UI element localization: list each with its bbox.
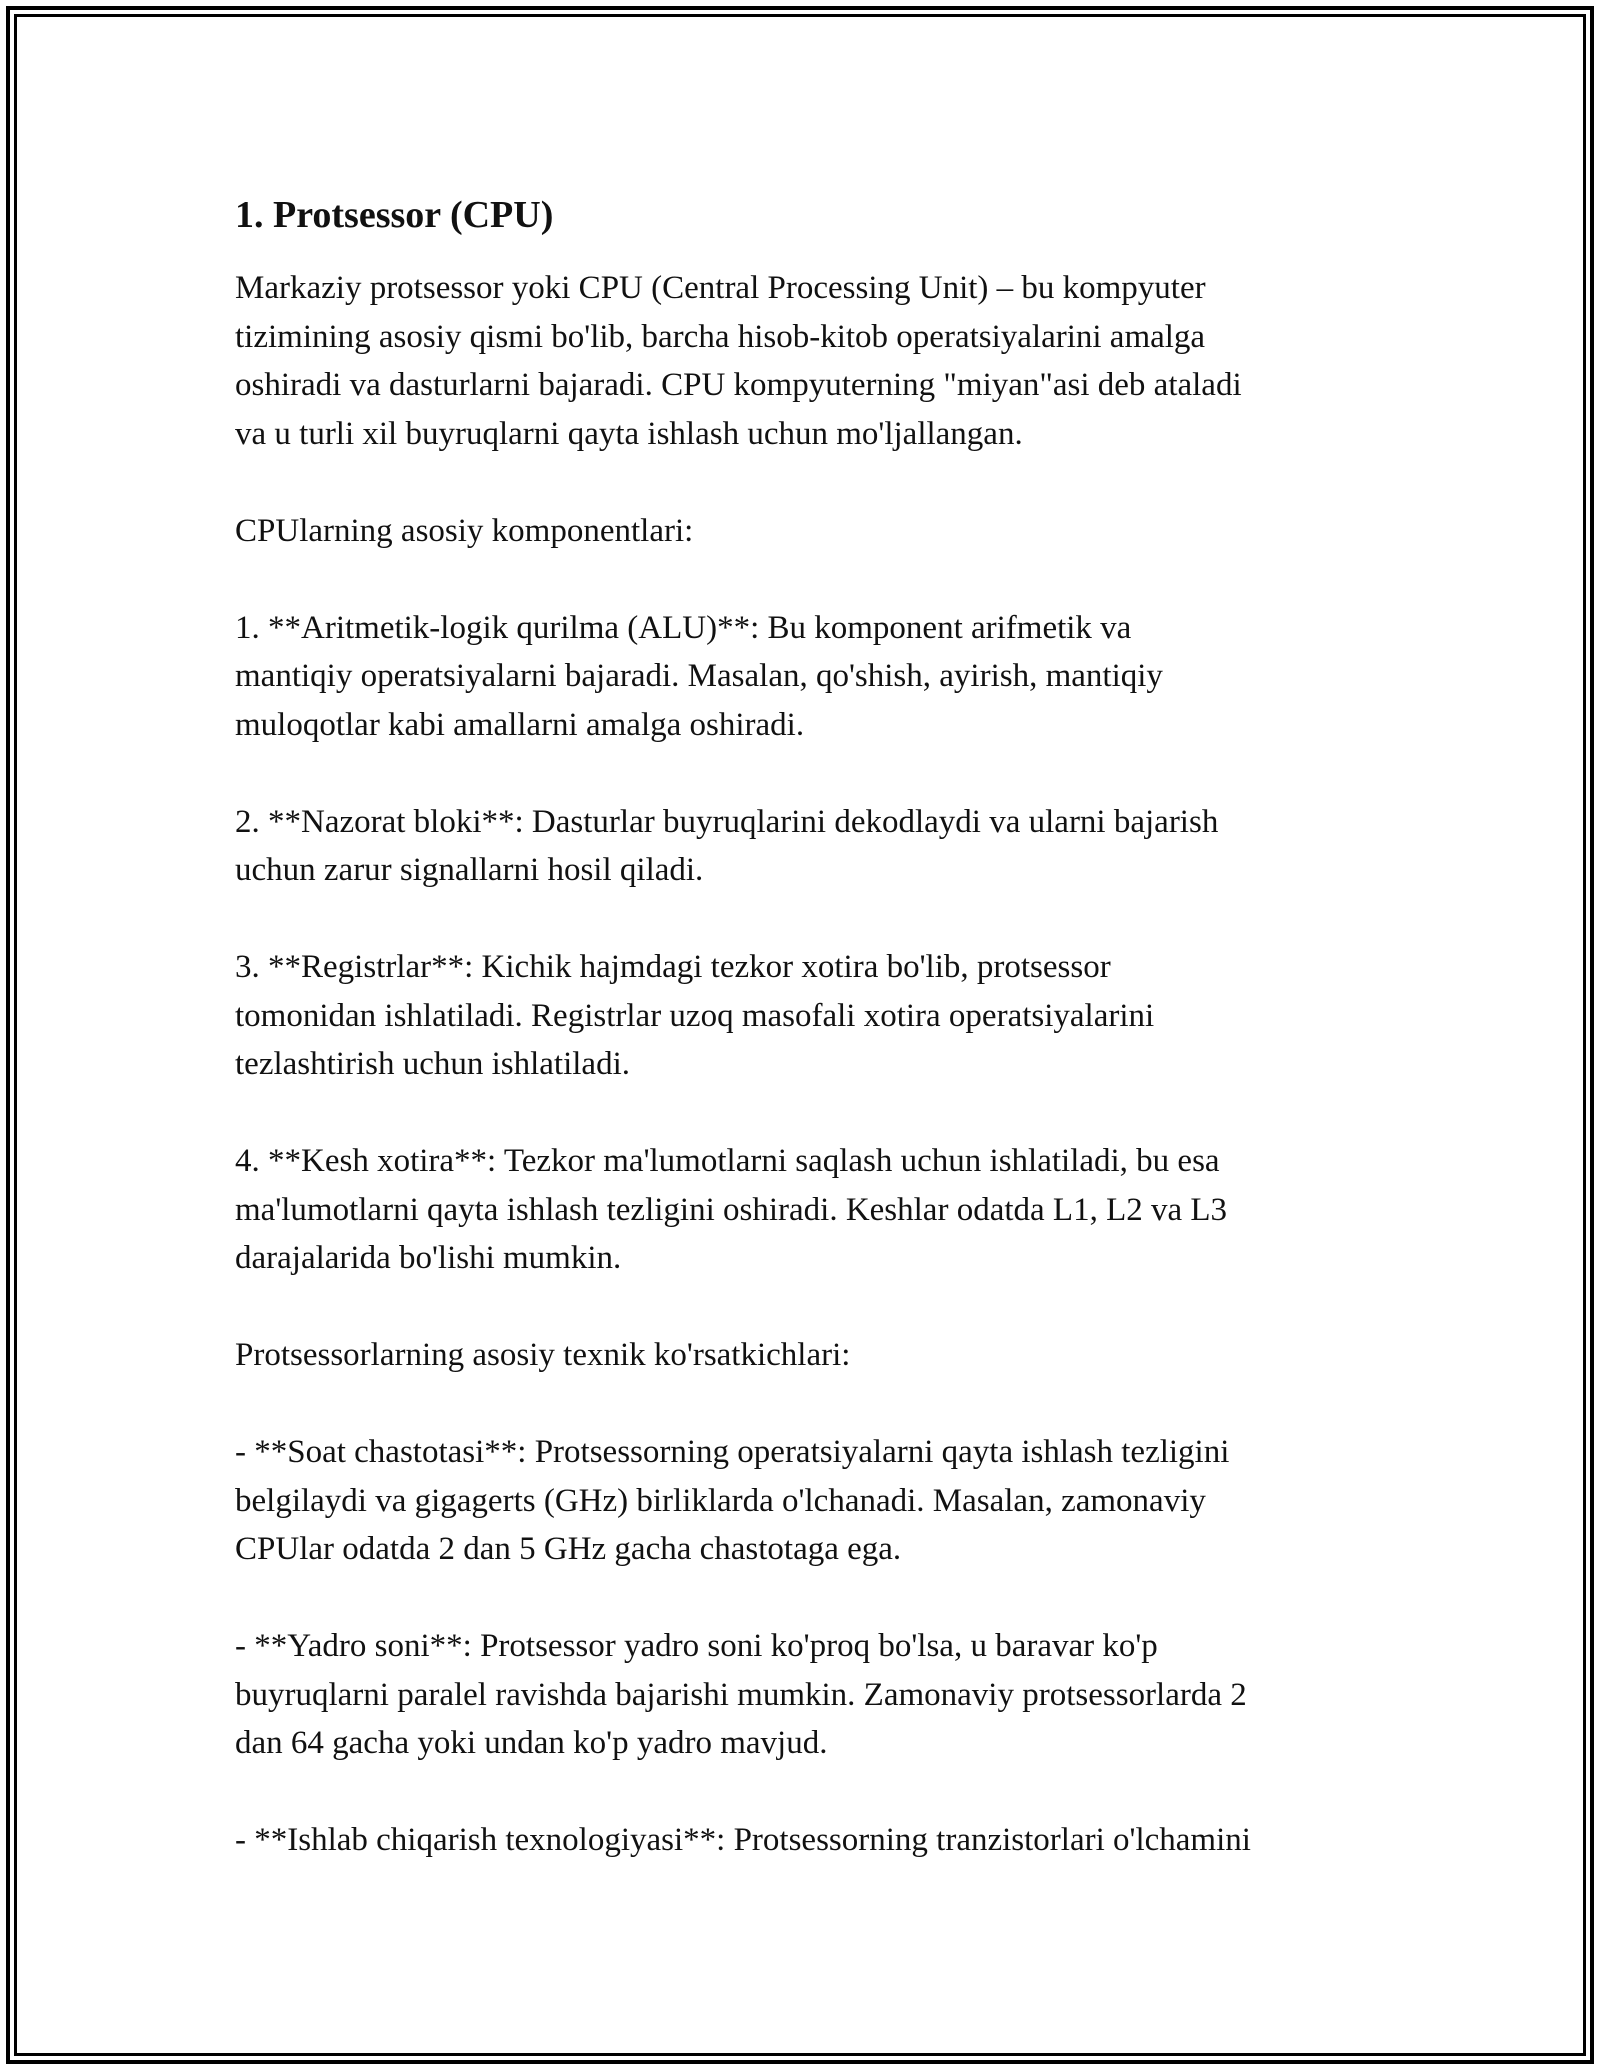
- paragraph-control-unit: 2. **Nazorat bloki**: Dasturlar buyruqlarini dekodlaydi va ularni bajarish uchun zarur signallarni hosil qiladi.: [235, 803, 1219, 888]
- document-body: [235, 186, 1385, 1913]
- paragraph-specs-title: Protsessorlarning asosiy texnik ko'rsatkichlari:: [235, 1337, 851, 1373]
- paragraph-intro: Markaziy protsessor yoki CPU (Central Processing Unit) – bu kompyuter tizimining asosiy qismi bo'lib, barcha hisob-kitob operatsiyalarini amalga oshiradi va dasturlarni bajaradi. CPU kompyuterning "miyan"asi deb ataladi va u turli xil buyruqlarni qayta ishlash uchun mo'ljallangan.: [235, 270, 1242, 452]
- paragraph-registers: 3. **Registrlar**: Kichik hajmdagi tezkor xotira bo'lib, protsessor tomonidan ishlatiladi. Registrlar uzoq masofali xotira operatsiyalarini tezlashtirish uchun ishlatiladi.: [235, 949, 1155, 1082]
- paragraph-core-count: - **Yadro soni**: Protsessor yadro soni ko'proq bo'lsa, u baravar ko'p buyruqlarni paralel ravishda bajarishi mumkin. Zamonaviy protsessorlarda 2 dan 64 gacha yoki undan ko'p yadro mavjud.: [235, 1628, 1247, 1761]
- section-heading: 1. Protsessor (CPU): [235, 194, 554, 236]
- paragraph-clock-speed: - **Soat chastotasi**: Protsessorning operatsiyalarni qayta ishlash tezligini belgilaydi va gigagerts (GHz) birliklarda o'lchanadi. Masalan, zamonaviy CPUlar odatda 2 dan 5 GHz gacha chastotaga ega.: [235, 1434, 1230, 1567]
- paragraph-components-title: CPUlarning asosiy komponentlari:: [235, 512, 694, 549]
- paragraph-alu: 1. **Aritmetik-logik qurilma (ALU)**: Bu komponent arifmetik va mantiqiy operatsiyalarni bajaradi. Masalan, qo'shish, ayirish, mantiqiy muloqotlar kabi amallarni amalga oshiradi.: [235, 609, 1163, 743]
- paragraph-cache: 4. **Kesh xotira**: Tezkor ma'lumotlarni saqlash uchun ishlatiladi, bu esa ma'lumotlarni qayta ishlash tezligini oshiradi. Keshlar odatda L1, L2 va L3 darajalarida bo'lishi mumkin.: [235, 1143, 1228, 1276]
- paragraph-process-technology: - **Ishlab chiqarish texnologiyasi**: Protsessorning tranzistorlari o'lchamini: [235, 1822, 1251, 1858]
